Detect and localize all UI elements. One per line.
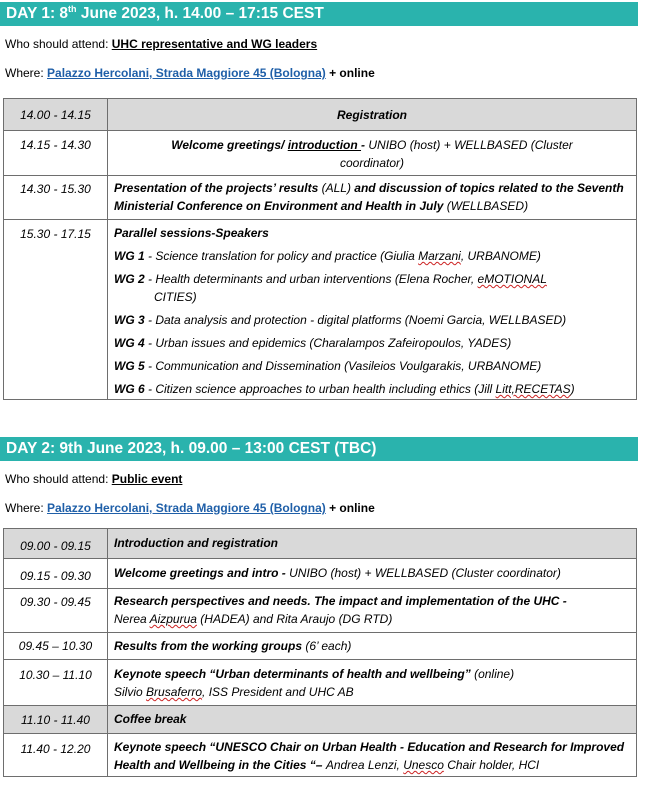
- table-row: 10.30 – 11.10 Keynote speech “Urban determinants of health and wellbeing” (online) Silvio Brusaferro, ISS President and UHC AB: [4, 660, 637, 706]
- list-item: WG 4 - Urban issues and epidemics (Charalampos Zafeiropoulos, YADES): [114, 336, 512, 350]
- table-row: 14.00 - 14.15 Registration: [4, 99, 637, 131]
- table-row: 09.00 - 09.15 Introduction and registration: [4, 529, 637, 559]
- day1-location-link[interactable]: Palazzo Hercolani, Strada Maggiore 45 (Bologna): [47, 66, 326, 80]
- table-row: 09.15 - 09.30 Welcome greetings and intro - UNIBO (host) + WELLBASED (Cluster coordinator): [4, 559, 637, 589]
- day1-header: DAY 1: 8th June 2023, h. 14.00 – 17:15 CEST: [0, 2, 638, 26]
- list-item: WG 1 - Science translation for policy and practice (Giulia Marzani, URBANOME): [114, 249, 541, 263]
- day2-header: DAY 2: 9th June 2023, h. 09.00 – 13:00 CEST (TBC): [0, 437, 638, 461]
- day1-location: Where: Palazzo Hercolani, Strada Maggiore 45 (Bologna) + online: [5, 66, 375, 80]
- day1-schedule-table: [3, 98, 637, 400]
- list-item: WG 5 - Communication and Dissemination (Vasileios Voulgarakis, URBANOME): [114, 359, 542, 373]
- table-row: 14.30 - 15.30 Presentation of the projects’ results (ALL) and discussion of topics related to the Seventh Ministerial Conference on Environment and Health in July (WELLBASED): [4, 176, 637, 220]
- table-row: 15.30 - 17.15 Parallel sessions-Speakers WG 1 - Science translation for policy and practice (Giulia Marzani, URBANOME) WG 2 - Health determinants and urban interventions (Elena Rocher, eMOTIONAL CITIES) WG 3 - Data analysis and protection - digital platforms (Noemi Garcia, WELLBASED) WG 4 - Urban issues and epidemics (Charalampos Zafeiropoulos, YADES) WG 5 - Communication and Dissemination (Vasileios Voulgarakis, URBANOME) WG 6 - Citizen science approaches to urban health including ethics (Jill Litt,RECETAS): [4, 220, 637, 400]
- list-item: WG 2 - Health determinants and urban interventions (Elena Rocher, eMOTIONAL CITIES): [114, 272, 547, 304]
- day2-schedule-table: [3, 528, 637, 777]
- day2-attendees: Who should attend: Public event: [5, 472, 183, 486]
- list-item: WG 3 - Data analysis and protection - digital platforms (Noemi Garcia, WELLBASED): [114, 313, 567, 327]
- table-row: 11.40 - 12.20 Keynote speech “UNESCO Chair on Urban Health - Education and Research for Improved Health and Wellbeing in the Cities “– Andrea Lenzi, Unesco Chair holder, HCI: [4, 734, 637, 777]
- table-row: 09.45 – 10.30 Results from the working groups (6’ each): [4, 633, 637, 660]
- table-row: 11.10 - 11.40 Coffee break: [4, 706, 637, 734]
- list-item: WG 6 - Citizen science approaches to urban health including ethics (Jill Litt,RECETAS): [114, 382, 575, 396]
- table-row: 09.30 - 09.45 Research perspectives and needs. The impact and implementation of the UHC - Nerea Aizpurua (HADEA) and Rita Araujo (DG RTD): [4, 589, 637, 633]
- day2-location-link[interactable]: Palazzo Hercolani, Strada Maggiore 45 (Bologna): [47, 501, 326, 515]
- table-row: 14.15 - 14.30 Welcome greetings/ introduction - UNIBO (host) + WELLBASED (Cluster coordinator): [4, 131, 637, 176]
- day2-location: Where: Palazzo Hercolani, Strada Maggiore 45 (Bologna) + online: [5, 501, 375, 515]
- day1-attendees: Who should attend: UHC representative and WG leaders: [5, 37, 318, 51]
